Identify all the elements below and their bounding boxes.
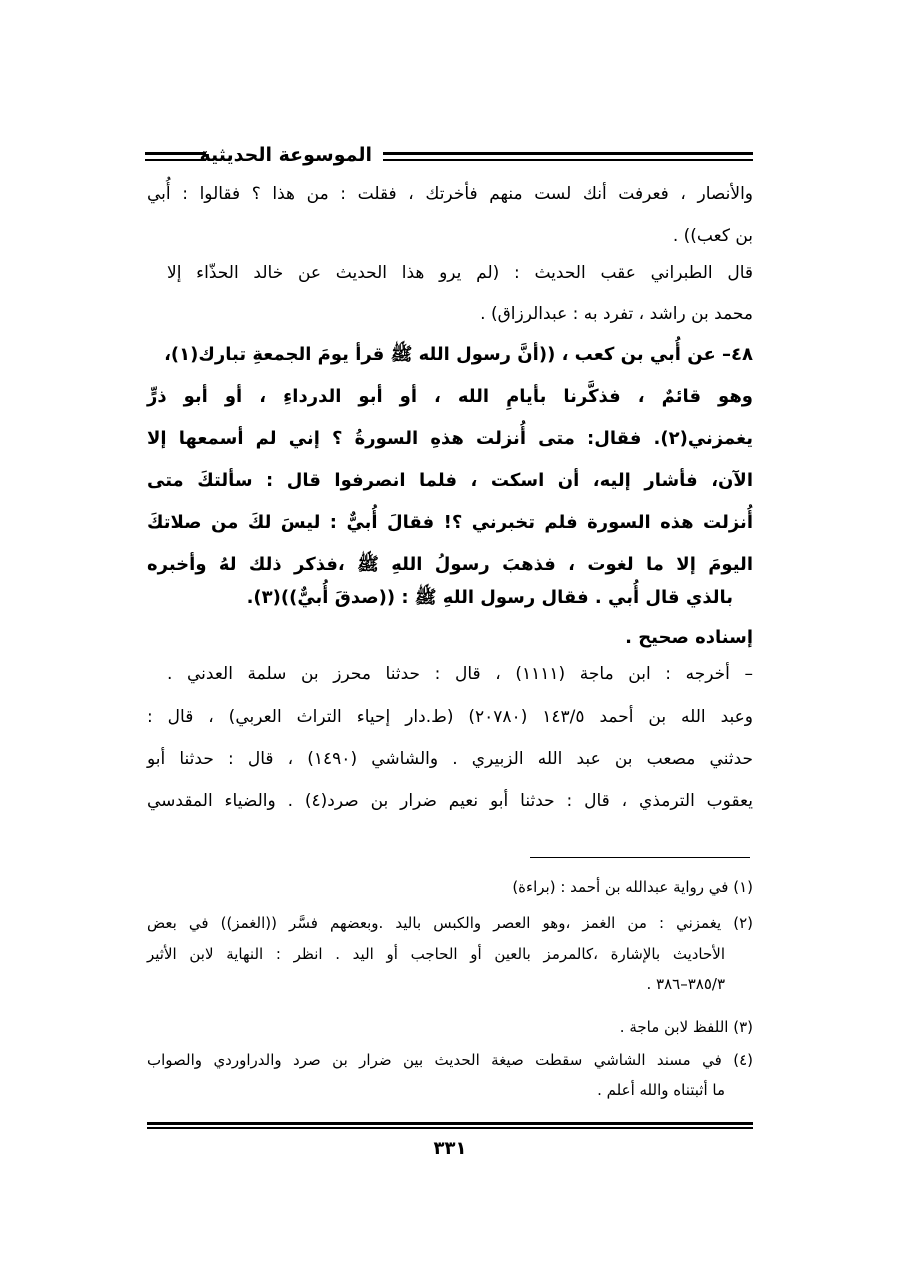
footnote-continuation: ما أثبتناه والله أعلم . <box>597 1081 725 1099</box>
page-header <box>145 140 753 174</box>
hadith-line: وهو قائمٌ ، فذكَّرنا بأيامِ الله ، أو أبو الدرداءِ ، أو أبو ذرٍّ <box>147 386 753 407</box>
footnote: (٣) اللفظ لابن ماجة . <box>619 1018 753 1036</box>
isnad-verdict: إسناده صحيح . <box>625 627 753 648</box>
footer-rule <box>147 1122 753 1129</box>
footnote-separator <box>530 857 750 858</box>
footnote: (٤) في مسند الشاشي سقطت صيغة الحديث بين ضرار بن صرد والدراوردي والصواب <box>147 1051 753 1069</box>
hadith-line: أُنزلت هذه السورة فلم تخبرني ؟! فقالَ أُبيٌّ : ليسَ لكَ من صلاتكَ <box>147 512 753 533</box>
page-number: ٣٣١ <box>433 1138 467 1159</box>
footnote-continuation: الأحاديث بالإشارة ،كالمرمز بالعين أو الحاجب أو اليد . انظر : النهاية لابن الأثير <box>147 945 725 963</box>
footnote: (١) في رواية عبدالله بن أحمد : (براءة) <box>512 878 753 896</box>
body-line: والأنصار ، فعرفت أنك لست منهم فأخرتك ، فقلت : من هذا ؟ فقالوا : أُبي <box>147 184 753 204</box>
header-rule-left <box>145 152 206 161</box>
hadith-line: ٤٨– عن أُبي بن كعب ، ((أنَّ رسول الله ﷺ قرأ يومَ الجمعةِ تبارك(١)، <box>164 344 753 365</box>
body-line: وعبد الله بن أحمد ١٤٣/٥ (٢٠٧٨٠) (ط.دار إحياء التراث العربي) ، قال : <box>147 707 753 727</box>
hadith-line: الآن، فأشار إليه، أن اسكت ، فلما انصرفوا قال : سألتكَ متى <box>147 470 753 491</box>
hadith-line: بالذي قال أُبي . فقال رسول اللهِ ﷺ : ((صدقَ أُبيٌّ))(٣). <box>246 587 733 608</box>
body-line: – أخرجه : ابن ماجة (١١١١) ، قال : حدثنا محرز بن سلمة العدني . <box>167 664 753 684</box>
body-line: حدثني مصعب بن عبد الله الزبيري . والشاشي (١٤٩٠) ، قال : حدثنا أبو <box>147 749 753 769</box>
body-line: محمد بن راشد ، تفرد به : عبدالرزاق) . <box>480 304 753 324</box>
hadith-line: يغمزني(٢). فقال: متى أُنزلت هذهِ السورةُ ؟ إني لم أسمعها إلا <box>147 428 753 449</box>
running-title: الموسوعة الحديثية <box>199 144 372 166</box>
body-line: قال الطبراني عقب الحديث : (لم يرو هذا الحديث عن خالد الحذّاء إلا <box>167 263 753 283</box>
hadith-line: اليومَ إلا ما لغوت ، فذهبَ رسولُ اللهِ ﷺ ،فذكر ذلك لهُ وأخبره <box>147 554 753 575</box>
body-line: يعقوب الترمذي ، قال : حدثنا أبو نعيم ضرار بن صرد(٤) . والضياء المقدسي <box>147 791 753 811</box>
footnote-continuation: ٣٨٥/٣–٣٨٦ . <box>646 975 725 993</box>
footnote: (٢) يغمزني : من الغمز ،وهو العصر والكبس باليد .وبعضهم فسَّر ((الغمز)) في بعض <box>147 914 753 932</box>
header-rule-right <box>383 152 753 161</box>
body-line: بن كعب)) . <box>672 226 753 246</box>
